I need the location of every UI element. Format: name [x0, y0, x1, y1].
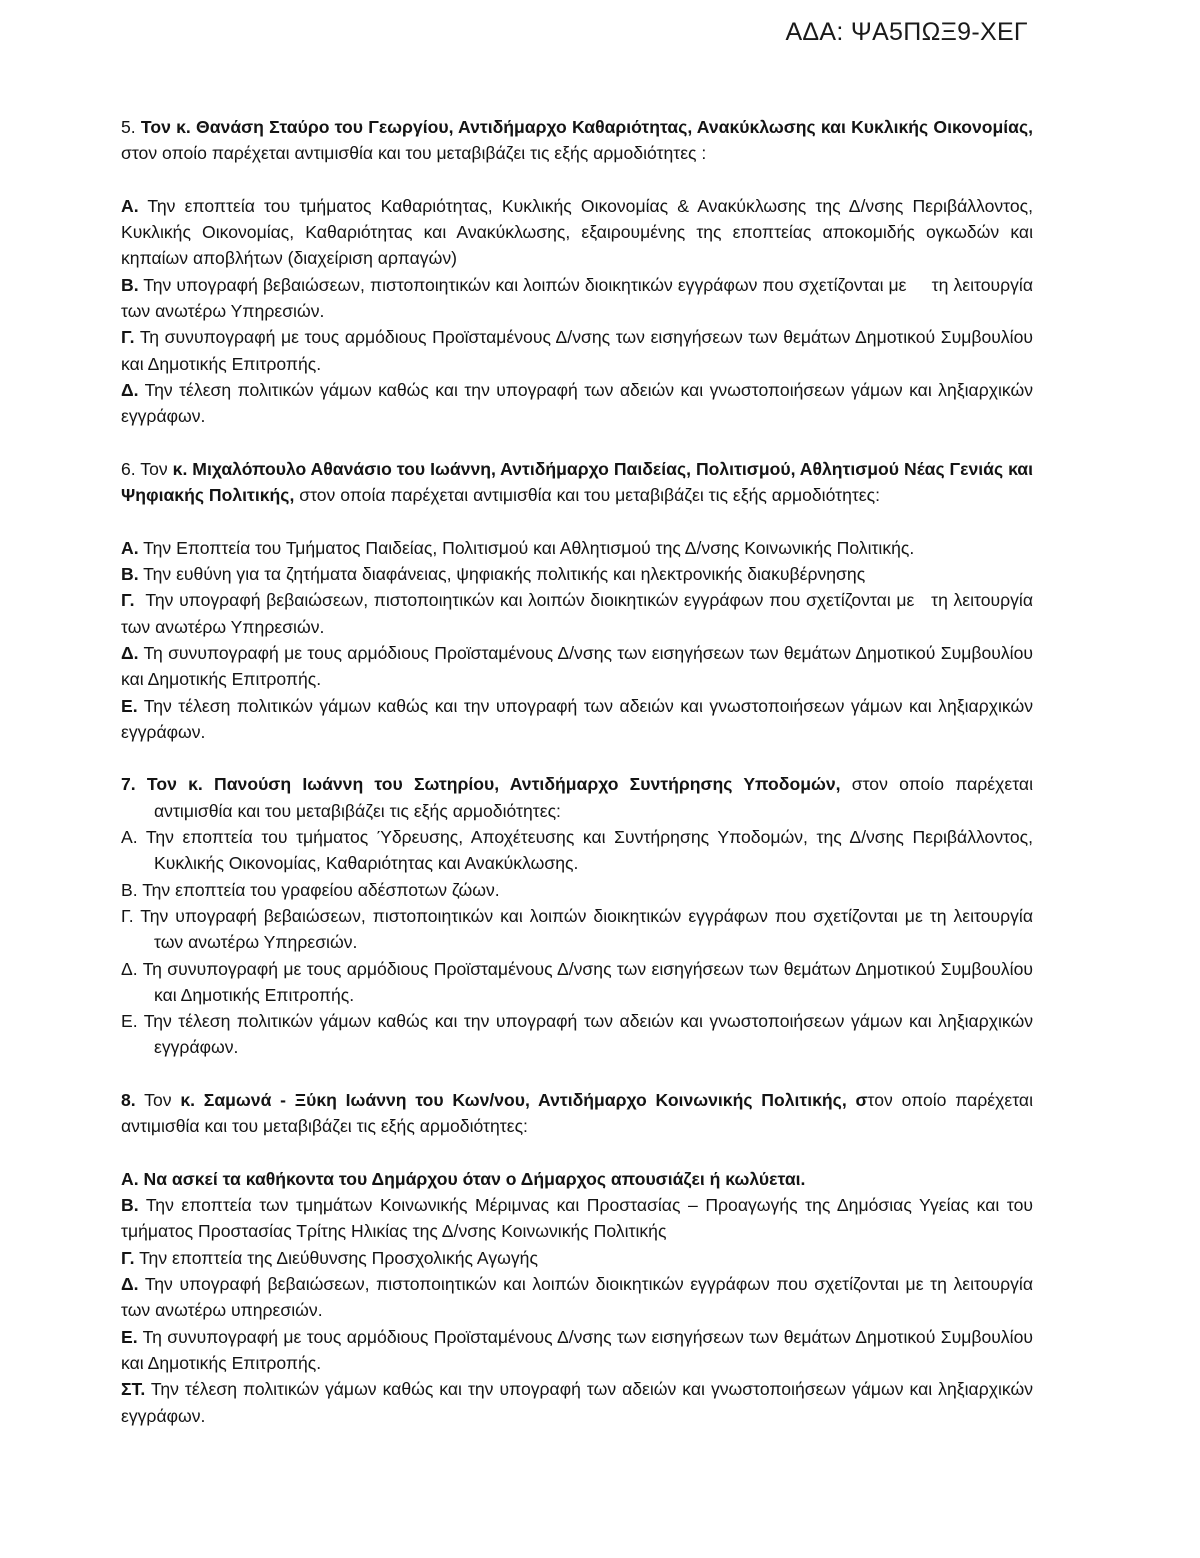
item-letter: Β. [121, 1195, 139, 1216]
list-item [121, 1324, 1033, 1377]
section-number: 6. Τον [121, 458, 173, 479]
spacer [121, 1061, 1033, 1087]
item-text: Τη συνυπογραφή με τους αρμόδιους Προϊσταμένους Δ/νσης των εισηγήσεων των θεμάτων Δημοτικού Συμβουλίου και Δημοτικής Επιτροπής. [121, 327, 1033, 374]
item-text: Τη συνυπογραφή με τους αρμόδιους Προϊσταμένους Δ/νσης των εισηγήσεων των θεμάτων Δημοτικού Συμβουλίου και Δημοτικής Επιτροπής. [121, 1326, 1033, 1373]
section-title: κ. Μιχαλόπουλο Αθανάσιο του Ιωάννη, Αντιδήμαρχο Παιδείας, Πολιτισμού, Αθλητισμού Νέας Γενιάς και Ψηφιακής Πολιτικής, [121, 458, 1033, 506]
item-text: Τη συνυπογραφή με τους αρμόδιους Προϊσταμένους Δ/νσης των εισηγήσεων των θεμάτων Δημοτικού Συμβουλίου και Δημοτικής Επιτροπής. [121, 642, 1033, 690]
item-letter: Α. [121, 537, 139, 558]
item-letter: Β. [121, 564, 139, 585]
list-item [121, 587, 1038, 640]
item-text: Την τέλεση πολιτικών γάμων καθώς και την υπογραφή των αδειών και γνωστοποιήσεων γάμων και ληξιαρχικών εγγράφων. [121, 695, 1033, 742]
list-item: Δ. Τη συνυπογραφή με τους αρμόδιους Προϊσταμένους Δ/νσης των εισηγήσεων των θεμάτων Δημοτικού Συμβουλίου και Δημοτικής Επιτροπής. [121, 958, 1033, 1005]
item-letter: Α. [121, 195, 139, 216]
list-item [121, 1166, 1033, 1192]
section-intro: στον οποίο παρέχεται αντιμισθία και του μεταβιβάζει τις εξής αρμοδιότητες : [121, 143, 707, 164]
item-text: Την ευθύνη για τα ζητήματα διαφάνειας, ψηφιακής πολιτικής και ηλεκτρονικής διακυβέρνησης [138, 564, 866, 585]
list-item [121, 1245, 1033, 1271]
list-item [121, 1192, 1033, 1245]
section-7-heading [121, 771, 1033, 824]
item-text: Την εποπτεία του τμήματος Καθαριότητας, Κυκλικής Οικονομίας & Ανακύκλωσης της Δ/νσης Περιβάλλοντος, Κυκλικής Οικονομίας, Καθαριότητας και Ανακύκλωσης, εξαιρουμένης της εποπτείας αποκομιδής ογκωδών και κηπαίων αποβλήτων (διαχείριση αρπαγών) [121, 195, 1033, 269]
section-title: 7. Τον κ. Πανούση Ιωάννη του Σωτηρίου, Αντιδήμαρχο Συντήρησης Υποδομών, [121, 774, 841, 795]
section-pre: Τον [135, 1089, 181, 1110]
section-6-heading [121, 456, 1033, 509]
list-item [121, 324, 1033, 377]
section-number: 8. [121, 1089, 136, 1110]
list-item [121, 535, 1033, 561]
list-item: Ε. Την τέλεση πολιτικών γάμων καθώς και την υπογραφή των αδειών και γνωστοποιήσεων γάμων και ληξιαρχικών εγγράφων. [121, 1011, 1033, 1058]
item-text: Την υπογραφή βεβαιώσεων, πιστοποιητικών και λοιπών διοικητικών εγγράφων που σχετίζονται με τη λειτουργία των ανωτέρω υπηρεσιών. [121, 1274, 1033, 1321]
spacer [121, 167, 1033, 193]
list-item [121, 193, 1033, 272]
item-text-bold: Α. Να ασκεί τα καθήκοντα του Δημάρχου όταν ο Δήμαρχος απουσιάζει ή κωλύεται. [121, 1168, 806, 1189]
item-text: Την τέλεση πολιτικών γάμων καθώς και την υπογραφή των αδειών και γνωστοποιήσεων γάμων και ληξιαρχικών εγγράφων. [121, 1379, 1033, 1426]
item-text: Την Εποπτεία του Τμήματος Παιδείας, Πολιτισμού και Αθλητισμού της Δ/νσης Κοινωνικής Πολιτικής. [138, 537, 915, 558]
item-letter: Δ. [121, 642, 139, 663]
item-letter: Ε. [121, 1326, 138, 1347]
document-body [121, 114, 1038, 1429]
item-letter: Ε. [121, 695, 138, 716]
list-item: Β. Την εποπτεία του γραφείου αδέσποτων ζώων. [121, 879, 500, 900]
spacer [121, 745, 1033, 771]
spacer [121, 508, 1033, 534]
list-item [121, 272, 1038, 325]
item-text: Την εποπτεία της Διεύθυνσης Προσχολικής Αγωγής [134, 1247, 538, 1268]
section-intro: στον οποίο παρέχεται αντιμισθία και του μεταβιβάζει τις εξής αρμοδιότητες: [154, 774, 1033, 821]
item-text: Την εποπτεία των τμημάτων Κοινωνικής Μέριμνας και Προστασίας – Προαγωγής της Δημόσιας Υγείας και του τμήματος Προστασίας Τρίτης Ηλικίας της Δ/νσης Κοινωνικής Πολιτικής [121, 1195, 1033, 1242]
item-letter: Γ. [121, 1247, 135, 1268]
item-letter: Γ. [121, 590, 135, 611]
list-item [121, 561, 1033, 587]
list-item [121, 640, 1033, 693]
item-text: Την υπογραφή βεβαιώσεων, πιστοποιητικών και λοιπών διοικητικών εγγράφων που σχετίζονται με τη λειτουργία των ανωτέρω Υπηρεσιών. [121, 590, 1038, 637]
list-item [121, 1271, 1033, 1324]
list-item: Α. Την εποπτεία του τμήματος Ύδρευσης, Αποχέτευσης και Συντήρησης Υποδομών, της Δ/νσης Περιβάλλοντος, Κυκλικής Οικονομίας, Καθαριότητας και Ανακύκλωσης. [121, 827, 1033, 874]
section-number: 5. [121, 117, 136, 137]
ada-code: ΑΔΑ: ΨΑ5ΠΩΞ9-ΧΕΓ [785, 18, 1028, 46]
section-8-heading [121, 1087, 1033, 1140]
item-letter: Δ. [121, 1274, 139, 1295]
item-letter: Β. [121, 274, 139, 295]
section-intro: τον οποίο παρέχεται αντιμισθία και του μεταβιβάζει τις εξής αρμοδιότητες: [121, 1089, 1034, 1137]
spacer [121, 430, 1033, 456]
item-letter: Δ. [121, 379, 139, 400]
section-intro: στον οποία παρέχεται αντιμισθία και του μεταβιβάζει τις εξής αρμοδιότητες: [294, 485, 881, 506]
list-item [121, 1376, 1033, 1429]
section-title: κ. Σαμωνά - Ξύκη Ιωάννη του Κων/νου, Αντιδήμαρχο Κοινωνικής Πολιτικής, σ [180, 1089, 868, 1110]
section-5-heading [121, 114, 1033, 167]
item-letter: Γ. [121, 327, 135, 348]
item-text: Την τέλεση πολιτικών γάμων καθώς και την υπογραφή των αδειών και γνωστοποιήσεων γάμων και ληξιαρχικών εγγράφων. [121, 379, 1033, 427]
list-item [121, 693, 1033, 746]
item-text: Την υπογραφή βεβαιώσεων, πιστοποιητικών και λοιπών διοικητικών εγγράφων που σχετίζονται με τη λειτουργία των ανωτέρω Υπηρεσιών. [121, 274, 1038, 322]
list-item: Γ. Την υπογραφή βεβαιώσεων, πιστοποιητικών και λοιπών διοικητικών εγγράφων που σχετίζονται με τη λειτουργία των ανωτέρω Υπηρεσιών. [121, 905, 1033, 953]
list-item [121, 377, 1033, 430]
section-title: Τον κ. Θανάση Σταύρο του Γεωργίου, Αντιδήμαρχο Καθαριότητας, Ανακύκλωσης και Κυκλικής Οικονομίας, [140, 117, 1034, 137]
spacer [121, 1140, 1033, 1166]
item-letter: ΣΤ. [121, 1379, 146, 1400]
